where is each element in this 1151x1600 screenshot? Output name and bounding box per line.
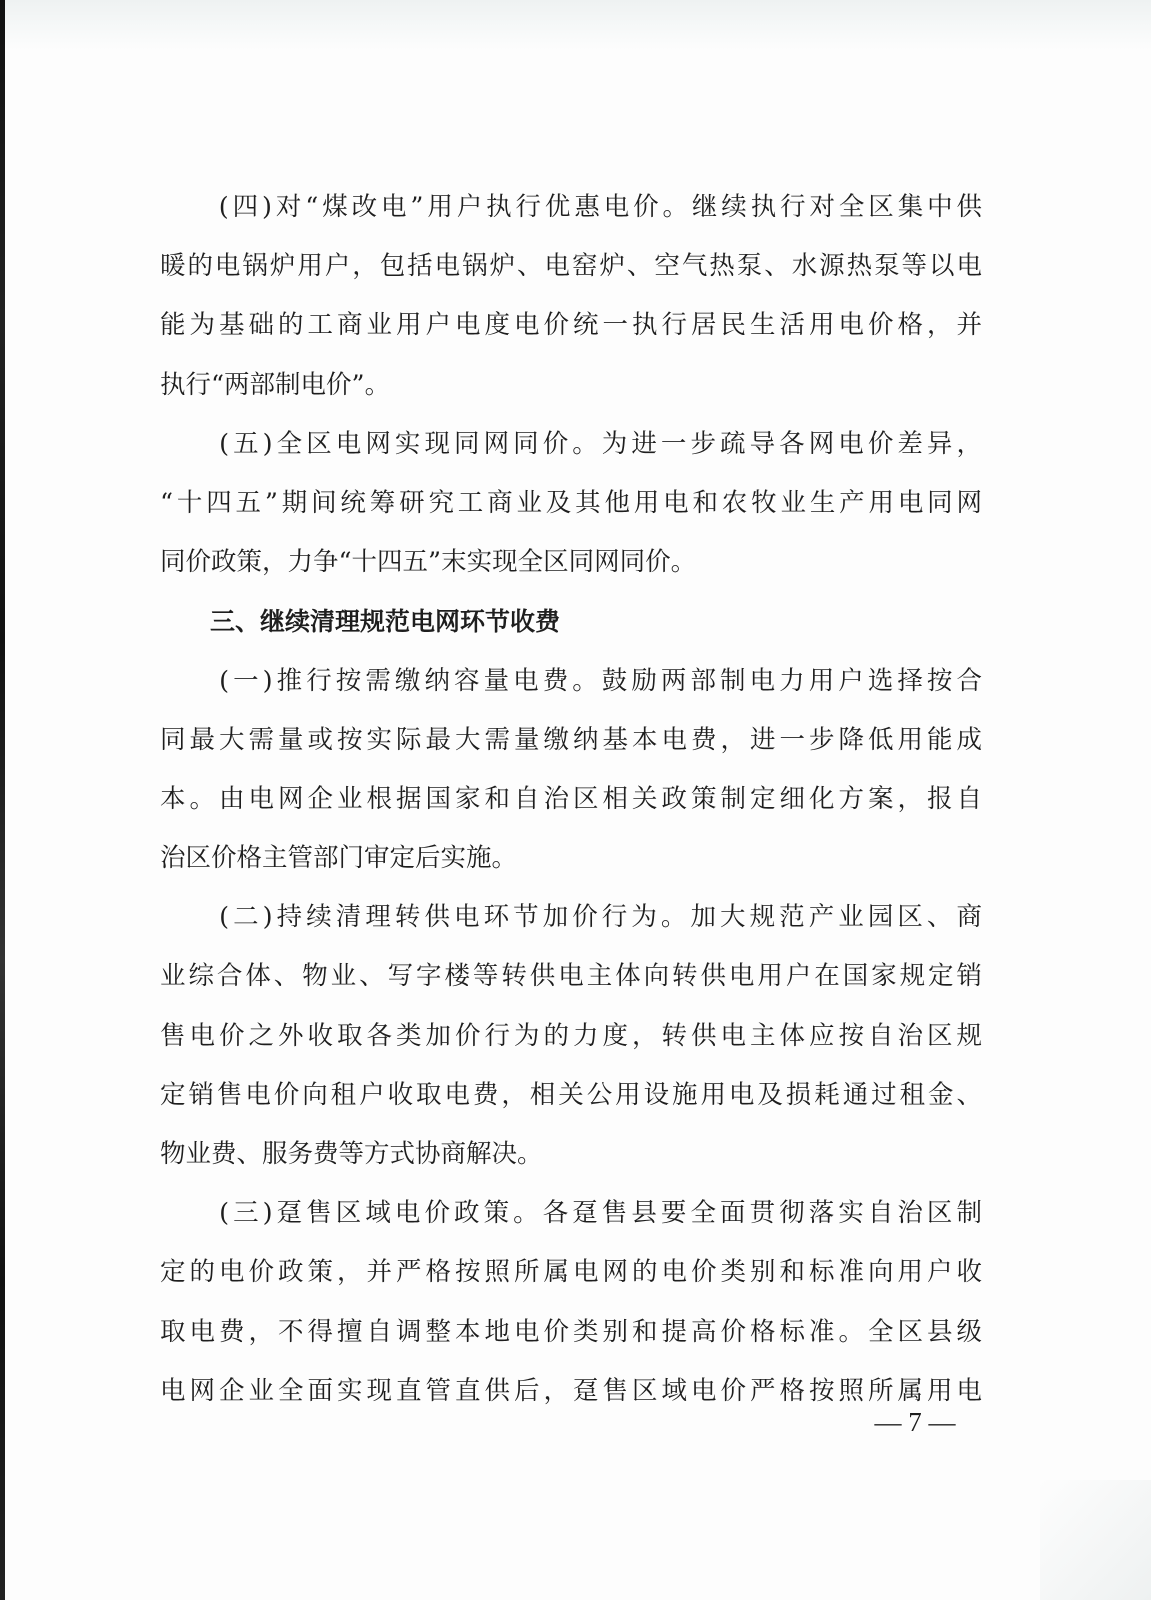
text-line: (五)全区电网实现同网同价。为进一步疏导各网电价差异，	[160, 428, 982, 459]
document-body	[160, 178, 982, 1421]
text-line: 同价政策，力争“十四五”末实现全区同网同价。	[160, 547, 697, 578]
text-line: 治区价格主管部门审定后实施。	[160, 843, 518, 874]
text-line: (一)推行按需缴纳容量电费。鼓励两部制电力用户选择按合	[160, 665, 982, 696]
text-line: 物业费、服务费等方式协商解决。	[160, 1139, 543, 1169]
text-line: 业综合体、物业、写字楼等转供电主体向转供电用户在国家规定销	[160, 961, 982, 992]
text-line: 售电价之外收取各类加价行为的力度，转供电主体应按自治区规	[160, 1020, 982, 1051]
text-line: (三)趸售区域电价政策。各趸售县要全面贯彻落实自治区制	[160, 1198, 982, 1229]
text-line: 本。由电网企业根据国家和自治区相关政策制定细化方案，报自	[160, 783, 982, 814]
scan-shadow-top	[0, 0, 1151, 50]
text-line: 能为基础的工商业用户电度电价统一执行居民生活用电价格，并	[160, 310, 982, 341]
text-line: 定的电价政策，并严格按照所属电网的电价类别和标准向用户收	[160, 1257, 982, 1288]
text-line: “十四五”期间统筹研究工商业及其他用电和农牧业生产用电同网	[160, 487, 982, 518]
scan-shadow-corner	[1040, 1480, 1151, 1600]
text-line: (二)持续清理转供电环节加价行为。加大规范产业园区、商	[160, 902, 982, 933]
text-line: 定销售电价向租户收取电费，相关公用设施用电及损耗通过租金、	[160, 1079, 982, 1110]
text-line: 电网企业全面实现直管直供后，趸售区域电价严格按照所属用电	[160, 1375, 982, 1406]
text-line: 取电费，不得擅自调整本地电价类别和提高价格标准。全区县级	[160, 1316, 982, 1347]
text-line: 同最大需量或按实际最大需量缴纳基本电费，进一步降低用能成	[160, 724, 982, 755]
section-heading: 三、继续清理规范电网环节收费	[160, 607, 561, 637]
scan-shadow-left	[0, 0, 5, 1600]
page-number: — 7 —	[874, 1407, 956, 1437]
text-line: 执行“两部制电价”。	[160, 369, 391, 400]
text-line: 暖的电锅炉用户，包括电锅炉、电窑炉、空气热泵、水源热泵等以电	[160, 251, 982, 282]
text-line: (四)对“煤改电”用户执行优惠电价。继续执行对全区集中供	[160, 192, 982, 222]
